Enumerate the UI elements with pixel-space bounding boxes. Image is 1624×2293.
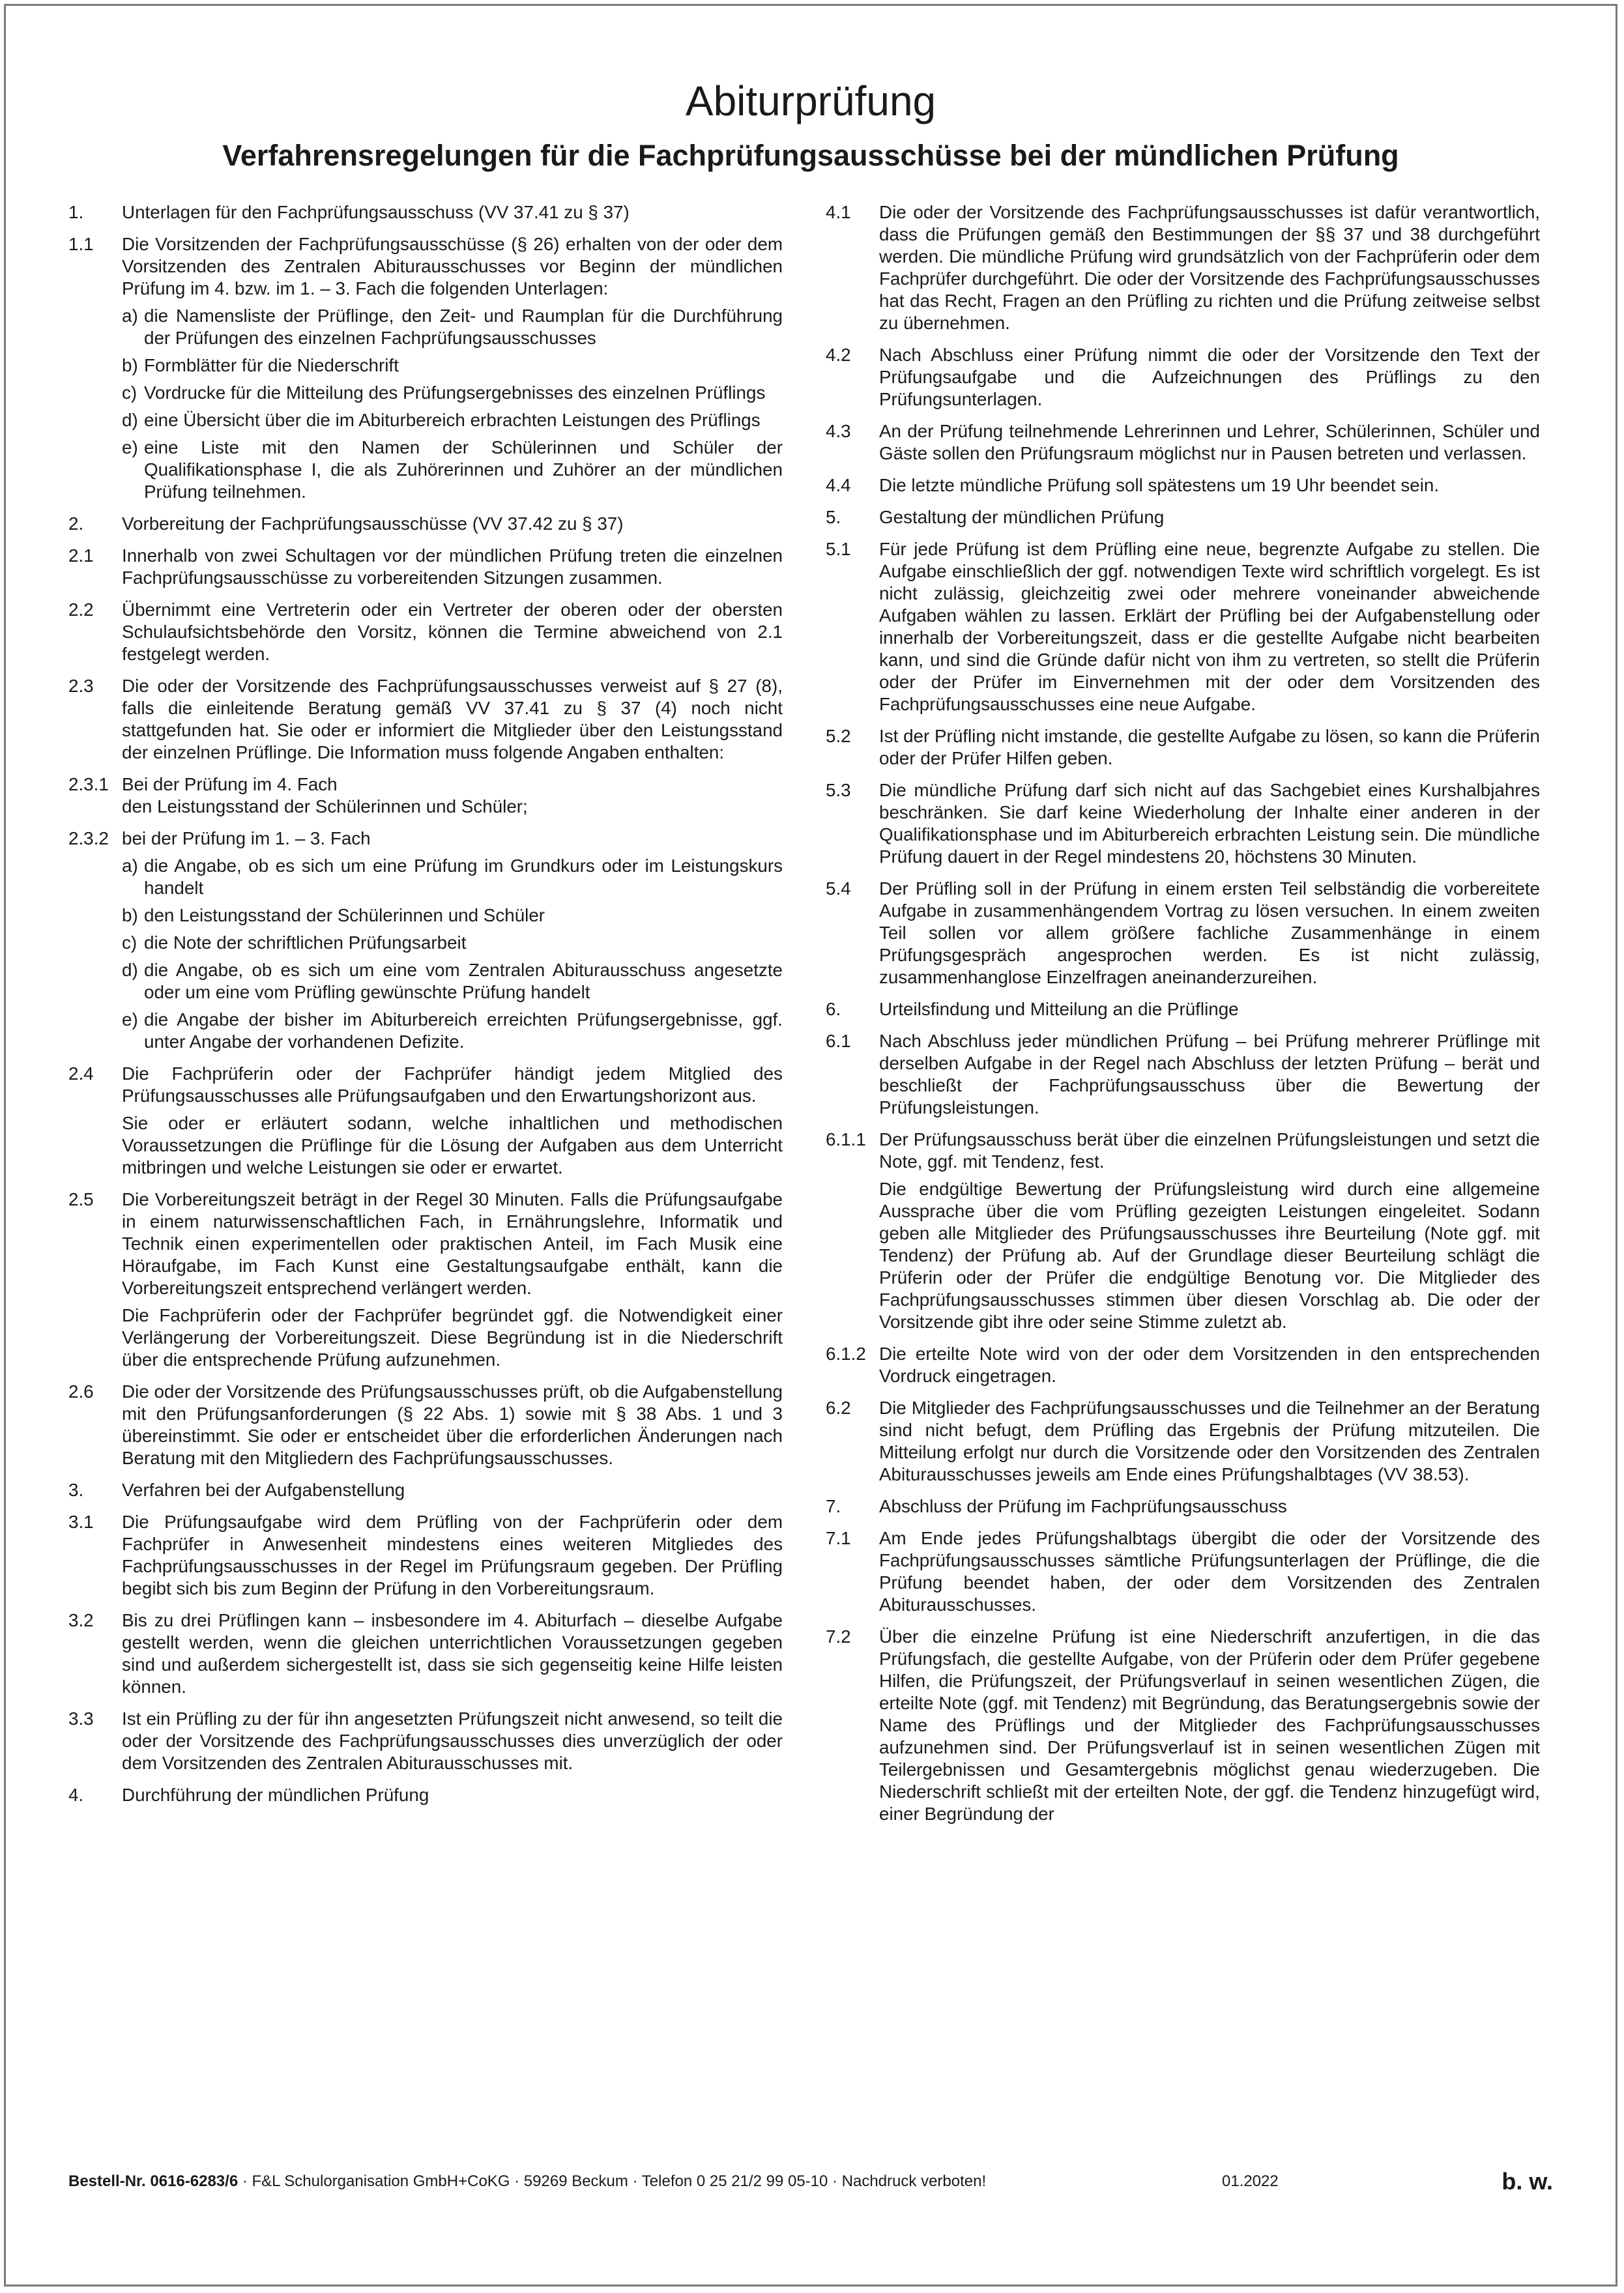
section-number: 3. bbox=[68, 1480, 84, 1500]
section-text: Nach Abschluss jeder mündlichen Prüfung – bei Prüfung mehrerer Prüflinge mit derselben Aufgabe in der Regel nach Abschluss der letzten Prüfung – berät und beschließt der Fachprüfungsausschuss über die Bewertung der Prüfungsleistungen. bbox=[879, 1031, 1540, 1118]
document-page bbox=[4, 4, 1617, 2286]
section-7-2 bbox=[826, 1626, 1540, 1825]
section-3-3 bbox=[68, 1708, 783, 1774]
section-number: 7.2 bbox=[826, 1626, 851, 1647]
section-number: 4. bbox=[68, 1785, 84, 1805]
documents-list bbox=[122, 305, 783, 503]
section-5-heading bbox=[826, 506, 1540, 528]
section-text: bei der Prüfung im 1. – 3. Fach bbox=[122, 828, 371, 848]
section-number: 3.3 bbox=[68, 1709, 94, 1729]
section-number: 5. bbox=[826, 507, 841, 527]
section-number: 4.1 bbox=[826, 202, 851, 222]
page-footer bbox=[68, 2167, 1553, 2197]
left-column bbox=[68, 201, 783, 2124]
section-number: 2.3.2 bbox=[68, 828, 109, 848]
section-5-4 bbox=[826, 878, 1540, 988]
section-2-3-1 bbox=[68, 773, 783, 818]
page-title: Abiturprüfung bbox=[685, 78, 936, 124]
list-item: d) die Angabe, ob es sich um eine vom Zentralen Abiturausschuss angesetzte oder um eine vom Prüfling gewünschte Prüfung handelt bbox=[122, 960, 783, 1002]
section-number: 4.2 bbox=[826, 345, 851, 365]
section-text: Der Prüfling soll in der Prüfung in einem ersten Teil selbständig die vorbereitete Aufgabe in zusammenhängendem Vortrag zu lösen versuchen. In einem zweiten Teil sollen vor allem größere fachliche Zusammenhänge in einem Prüfungsgespräch angesprochen werden. Es ist nicht zulässig, zusammenhanglose Einzelfragen aneinanderzureihen. bbox=[879, 878, 1540, 987]
section-number: 2.4 bbox=[68, 1063, 94, 1084]
section-text: Für jede Prüfung ist dem Prüfling eine neue, begrenzte Aufgabe zu stellen. Die Aufgabe einschließlich der ggf. notwendigen Texte wird schriftlich vorgelegt. Es ist nicht zulässig, gleichzeitig zwei oder mehrere voneinander abweichende Aufgaben wählen zu lassen. Erklärt der Prüfling bei der Aufgabenstellung oder innerhalb der Vorbereitungszeit, dass er die gestellte Aufgabe nicht bearbeiten kann, und sind die Gründe dafür nicht von ihm zu vertreten, so stellt die Prüferin oder der Prüfer im Einvernehmen mit der oder dem Vorsitzenden des Fachprüfungsausschusses eine neue Aufgabe. bbox=[879, 539, 1540, 714]
section-text: Die Fachprüferin oder der Fachprüfer händigt jedem Mitglied des Prüfungsausschusses alle Prüfungsaufgaben und den Erwartungshorizont aus. bbox=[122, 1063, 783, 1106]
section-text: Die oder der Vorsitzende des Prüfungsausschusses prüft, ob die Aufgabenstellung mit den Prüfungsanforderungen (§ 22 Abs. 1) sowie mit § 38 Abs. 1 und 3 übereinstimmt. Sie oder er entscheidet über die erforderlichen Änderungen nach Beratung mit den Mitgliedern des Fachprüfungsausschusses. bbox=[122, 1381, 783, 1468]
section-text: An der Prüfung teilnehmende Lehrerinnen und Lehrer, Schülerinnen, Schüler und Gäste sollen den Prüfungsraum möglichst nur in Pausen betreten und verlassen. bbox=[879, 421, 1540, 463]
section-4-4 bbox=[826, 474, 1540, 497]
section-text: Bis zu drei Prüflingen kann – insbesondere im 4. Abiturfach – dieselbe Aufgabe gestellt werden, wenn die gleichen unterrichtlichen Voraussetzungen gegeben sind und außerdem sichergestellt ist, dass sie sich gegenseitig keine Hilfe leisten können. bbox=[122, 1610, 783, 1697]
section-text: Die oder der Vorsitzende des Fachprüfungsausschusses verweist auf § 27 (8), falls die einleitende Beratung gemäß VV 37.41 zu § 37 (4) noch nicht stattgefunden hat. Sie oder er informiert die Mitglieder über den Leistungsstand der einzelnen Prüflinge. Die Information muss folgende Angaben enthalten: bbox=[122, 676, 783, 762]
right-column bbox=[826, 201, 1540, 2124]
section-6-2 bbox=[826, 1397, 1540, 1486]
list-item: c) die Note der schriftlichen Prüfungsarbeit bbox=[122, 932, 467, 953]
section-text: Die Mitglieder des Fachprüfungsausschusses und die Teilnehmer an der Beratung sind nicht befugt, dem Prüfling das Ergebnis der Prüfung mitzuteilen. Die Mitteilung erfolgt nur durch die Vorsitzende oder den Vorsitzenden des Zentralen Abiturausschusses jeweils am Ende eines Prüfungshalbtages (VV 38.53). bbox=[879, 1398, 1540, 1484]
section-number: 2.3 bbox=[68, 676, 94, 696]
section-number: 3.2 bbox=[68, 1610, 94, 1630]
section-heading-text: Abschluss der Prüfung im Fachprüfungsausschuss bbox=[879, 1496, 1287, 1516]
section-heading-text: Gestaltung der mündlichen Prüfung bbox=[879, 507, 1165, 527]
section-2-heading bbox=[68, 513, 783, 535]
section-text: den Leistungsstand der Schülerinnen und Schüler; bbox=[122, 796, 528, 816]
section-text: Bei der Prüfung im 4. Fach bbox=[122, 774, 338, 794]
section-text: Die erteilte Note wird von der oder dem Vorsitzenden in den entsprechenden Vordruck eingetragen. bbox=[879, 1344, 1540, 1386]
section-text: Die Fachprüferin oder der Fachprüfer begründet ggf. die Notwendigkeit einer Verlängerung der Vorbereitungszeit. Diese Begründung ist in die Niederschrift über die entsprechende Prüfung aufzunehmen. bbox=[122, 1305, 783, 1370]
section-heading-text: Unterlagen für den Fachprüfungsausschuss (VV 37.41 zu § 37) bbox=[122, 202, 630, 222]
list-item: b) Formblätter für die Niederschrift bbox=[122, 355, 399, 375]
section-3-2 bbox=[68, 1609, 783, 1698]
section-3-1 bbox=[68, 1511, 783, 1600]
page-subtitle: Verfahrensregelungen für die Fachprüfungsausschüsse bei der mündlichen Prüfung bbox=[222, 139, 1399, 172]
section-number: 4.4 bbox=[826, 475, 851, 495]
section-number: 6.1.1 bbox=[826, 1129, 866, 1149]
section-heading-text: Urteilsfindung und Mitteilung an die Prüflinge bbox=[879, 999, 1239, 1019]
section-number: 4.3 bbox=[826, 421, 851, 441]
section-4-3 bbox=[826, 420, 1540, 465]
list-item: a) die Namensliste der Prüflinge, den Zeit- und Raumplan für die Durchführung der Prüfungen des einzelnen Fachprüfungsausschusses bbox=[122, 306, 783, 348]
section-text: Ist der Prüfling nicht imstande, die gestellte Aufgabe zu lösen, so kann die Prüferin oder der Prüfer Hilfen geben. bbox=[879, 726, 1540, 768]
section-number: 5.1 bbox=[826, 539, 851, 559]
section-text: Am Ende jedes Prüfungshalbtags übergibt die oder der Vorsitzende des Fachprüfungsausschusses sämtliche Prüfungsunterlagen der Prüflinge, die die Prüfung beendet haben, der oder dem Vorsitzenden des Zentralen Abiturausschusses. bbox=[879, 1528, 1540, 1615]
section-number: 2. bbox=[68, 513, 84, 534]
section-number: 2.2 bbox=[68, 599, 94, 620]
section-number: 2.5 bbox=[68, 1189, 94, 1209]
section-number: 5.3 bbox=[826, 780, 851, 800]
section-heading-text: Verfahren bei der Aufgabenstellung bbox=[122, 1480, 405, 1500]
section-6-1-1 bbox=[826, 1129, 1540, 1333]
section-5-1 bbox=[826, 538, 1540, 715]
section-1-1 bbox=[68, 233, 783, 503]
section-5-2 bbox=[826, 725, 1540, 770]
section-text: Der Prüfungsausschuss berät über die einzelnen Prüfungsleistungen und setzt die Note, ggf. mit Tendenz, fest. bbox=[879, 1129, 1540, 1172]
section-7-1 bbox=[826, 1527, 1540, 1616]
section-text: Die endgültige Bewertung der Prüfungsleistung wird durch eine allgemeine Aussprache über die vom Prüfling gezeigten Leistungen eingeleitet. Sodann geben alle Mitglieder des Prüfungsausschusses ihre Beurteilung (Note ggf. mit Tendenz) der Prüfung ab. Auf der Grundlage dieser Beurteilung schlägt die Prüferin oder der Prüfer die endgültige Benotung vor. Die Mitglieder des Fachprüfungsausschusses stimmen über diesen Vorschlag ab. Die oder der Vorsitzende gibt ihre oder seine Stimme zuletzt ab. bbox=[879, 1179, 1540, 1332]
section-text: Die Prüfungsaufgabe wird dem Prüfling von der Fachprüferin oder dem Fachprüfer in Anwesenheit mindestens eines weiteren Mitgliedes des Fachprüfungsausschusses in der Regel im Prüfungsraum gegeben. Der Prüfling begibt sich bis zum Beginn der Prüfung in den Vorbereitungsraum. bbox=[122, 1512, 783, 1598]
order-number: Bestell-Nr. 0616-6283/6 bbox=[68, 2172, 239, 2190]
list-item: b) den Leistungsstand der Schülerinnen und Schüler bbox=[122, 905, 545, 925]
section-4-2 bbox=[826, 344, 1540, 411]
list-item: c) Vordrucke für die Mitteilung des Prüfungsergebnisses des einzelnen Prüflings bbox=[122, 382, 766, 403]
section-text: Die Vorsitzenden der Fachprüfungsausschüsse (§ 26) erhalten von der oder dem Vorsitzenden des Zentralen Abiturausschusses vor Beginn der mündlichen Prüfung im 4. bzw. im 1. – 3. Fach die folgenden Unterlagen: bbox=[122, 234, 783, 298]
section-number: 2.3.1 bbox=[68, 774, 109, 794]
section-text: Innerhalb von zwei Schultagen vor der mündlichen Prüfung treten die einzelnen Fachprüfungsausschüsse zu vorbereitenden Sitzungen zusammen. bbox=[122, 545, 783, 588]
list-item: e) eine Liste mit den Namen der Schülerinnen und Schüler der Qualifikationsphase I, die als Zuhörerinnen und Zuhörer an der mündlichen Prüfung teilnehmen. bbox=[122, 437, 783, 502]
section-2-4 bbox=[68, 1063, 783, 1179]
section-2-3 bbox=[68, 675, 783, 764]
section-number: 6. bbox=[826, 999, 841, 1019]
list-item: e) die Angabe der bisher im Abiturbereich erreichten Prüfungsergebnisse, ggf. unter Angabe der vorhandenen Defizite. bbox=[122, 1009, 783, 1052]
section-text: Über die einzelne Prüfung ist eine Niederschrift anzufertigen, in die das Prüfungsfach, die gestellte Aufgabe, von der Prüferin oder dem Prüfer gegebene Hilfen, die Prüfungszeit, der Prüfungsverlauf in seinen wesentlichen Zügen, die erteilte Note (ggf. mit Tendenz) mit Begründung, das Beratungsergebnis sowie der Name des Prüflings und der Mitglieder des Fachprüfungsausschusses aufzunehmen sind. Der Prüfungsverlauf ist in seinen wesentlichen Zügen mit Teilergebnissen und Gesamtergebnis möglichst genau wiederzugeben. Die Niederschrift schließt mit der erteilten Note, der ggf. die Tendenz hinzugefügt wird, einer Begründung der bbox=[879, 1626, 1540, 1824]
section-heading-text: Durchführung der mündlichen Prüfung bbox=[122, 1785, 429, 1805]
section-text: Übernimmt eine Vertreterin oder ein Vertreter der oberen oder der obersten Schulaufsichtsbehörde den Vorsitz, können die Termine abweichend von 2.1 festgelegt werden. bbox=[122, 599, 783, 664]
section-4-1 bbox=[826, 201, 1540, 334]
section-2-5 bbox=[68, 1189, 783, 1371]
section-6-1-2 bbox=[826, 1343, 1540, 1387]
section-number: 1.1 bbox=[68, 234, 94, 254]
section-6-1 bbox=[826, 1030, 1540, 1119]
publisher-info: · F&L Schulorganisation GmbH+CoKG · 59269 Beckum · Telefon 0 25 21/2 99 05-10 · Nachdruck verboten! bbox=[242, 2172, 987, 2190]
section-number: 6.1 bbox=[826, 1031, 851, 1051]
section-text: Die letzte mündliche Prüfung soll spätestens um 19 Uhr beendet sein. bbox=[879, 475, 1440, 495]
section-text: Die oder der Vorsitzende des Fachprüfungsausschusses ist dafür verantwortlich, dass die Prüfungen gemäß den Bestimmungen der §§ 37 und 38 durchgeführt werden. Die mündliche Prüfung wird grundsätzlich von der Fachprüferin oder dem Fachprüfer durchgeführt. Die oder der Vorsitzende des Fachprüfungsausschusses hat das Recht, Fragen an den Prüfling zu richten und die Prüfung zeitweise selbst zu übernehmen. bbox=[879, 202, 1540, 333]
list-item: d) eine Übersicht über die im Abiturbereich erbrachten Leistungen des Prüflings bbox=[122, 410, 761, 430]
section-number: 7.1 bbox=[826, 1528, 851, 1548]
section-number: 6.1.2 bbox=[826, 1344, 866, 1364]
section-number: 7. bbox=[826, 1496, 841, 1516]
section-3-heading bbox=[68, 1479, 783, 1501]
section-6-heading bbox=[826, 998, 1540, 1020]
section-2-3-2 bbox=[68, 828, 783, 1053]
section-4-heading bbox=[68, 1784, 783, 1806]
section-heading-text: Vorbereitung der Fachprüfungsausschüsse (VV 37.42 zu § 37) bbox=[122, 513, 624, 534]
section-2-1 bbox=[68, 545, 783, 589]
section-text: Nach Abschluss einer Prüfung nimmt die oder der Vorsitzende den Text der Prüfungsaufgabe und die Aufzeichnungen des Prüflings zu den Prüfungsunterlagen. bbox=[879, 345, 1540, 409]
section-7-heading bbox=[826, 1495, 1540, 1518]
section-text: Ist ein Prüfling zu der für ihn angesetzten Prüfungszeit nicht anwesend, so teilt die oder der Vorsitzende des Fachprüfungsausschusses dies unverzüglich der oder dem Vorsitzenden des Zentralen Abiturausschusses mit. bbox=[122, 1709, 783, 1773]
section-2-2 bbox=[68, 599, 783, 665]
list-item: a) die Angabe, ob es sich um eine Prüfung im Grundkurs oder im Leistungskurs handelt bbox=[122, 856, 783, 898]
section-number: 1. bbox=[68, 202, 84, 222]
information-list bbox=[122, 855, 783, 1053]
section-number: 3.1 bbox=[68, 1512, 94, 1532]
section-2-6 bbox=[68, 1381, 783, 1469]
section-number: 2.6 bbox=[68, 1381, 94, 1402]
edition-date: 01.2022 bbox=[1222, 2172, 1279, 2190]
section-number: 2.1 bbox=[68, 545, 94, 566]
section-text: Sie oder er erläutert sodann, welche inhaltlichen und methodischen Voraussetzungen die Prüflinge für die Lösung der Aufgaben aus dem Unterricht mitbringen und welche Leistungen sie oder er erwartet. bbox=[122, 1113, 783, 1177]
section-number: 5.2 bbox=[826, 726, 851, 746]
section-number: 5.4 bbox=[826, 878, 851, 899]
section-1-heading bbox=[68, 201, 783, 224]
section-5-3 bbox=[826, 779, 1540, 868]
section-text: Die Vorbereitungszeit beträgt in der Regel 30 Minuten. Falls die Prüfungsaufgabe in einem naturwissenschaftlichen Fach, in Ernährungslehre, Informatik und Technik einen experimentellen oder praktischen Anteil, im Fach Musik eine Höraufgabe, im Fach Kunst eine Gestaltungsaufgabe enthält, kann die Vorbereitungszeit entsprechend verlängert werden. bbox=[122, 1189, 783, 1298]
turn-over-note: b. w. bbox=[1501, 2168, 1553, 2195]
section-text: Die mündliche Prüfung darf sich nicht auf das Sachgebiet eines Kurshalbjahres beschränken. Sie darf keine Wiederholung der Inhalte einer anderen in der Qualifikationsphase und im Abiturbereich erbrachten Leistung sein. Die mündliche Prüfung dauert in der Regel mindestens 20, höchstens 30 Minuten. bbox=[879, 780, 1540, 867]
section-number: 6.2 bbox=[826, 1398, 851, 1418]
